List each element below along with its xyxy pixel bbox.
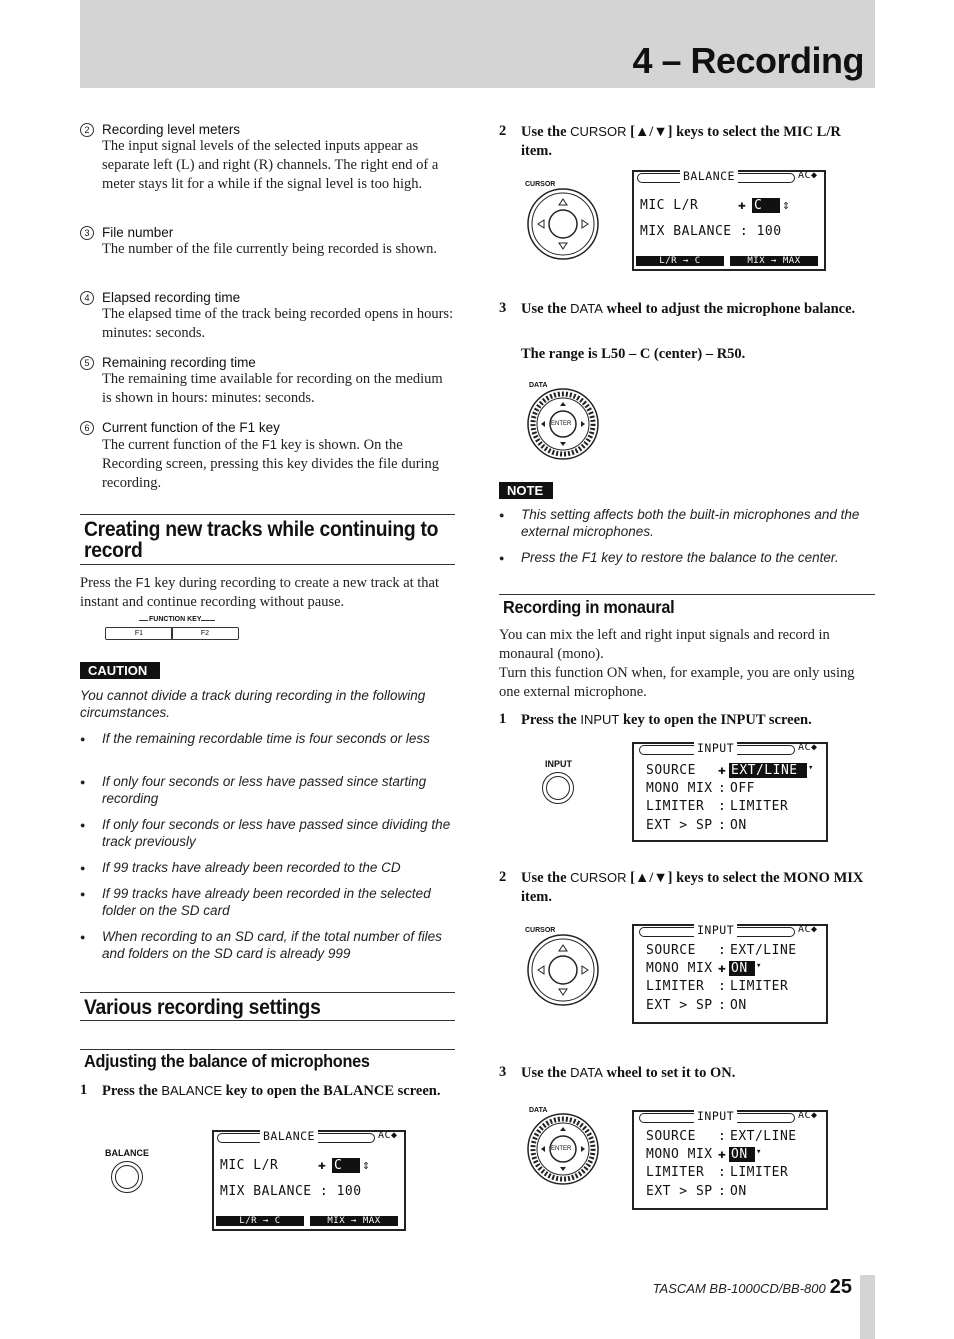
monaural-body: You can mix the left and right input signals and record in monaural (mono). Turn this function ON when, for example, you are only using one external microphone. (499, 627, 855, 700)
step-3-set-on: 3 Use the DATA wheel to set it to ON. (499, 1064, 736, 1081)
list-item: 6 Current function of the F1 key The current function of the F1 key is shown. On the Recording screen, pressing this key divides the file during recording. (80, 420, 455, 500)
item-heading: Elapsed recording time (102, 290, 241, 305)
f2-key: F2 (171, 627, 239, 640)
lcd-btn-mix-max: MIX → MAX (310, 1216, 398, 1226)
item-heading: Current function of the F1 key (102, 420, 280, 435)
chapter-title: 4 – Recording (632, 40, 864, 81)
section-rule (80, 1020, 455, 1021)
page-number: 25 (829, 1276, 852, 1298)
item-heading: Recording level meters (102, 122, 241, 137)
footer-model: TASCAM BB-1000CD/BB-800 (652, 1281, 826, 1296)
footer (600, 1276, 852, 1299)
list-item: 2 Recording level meters The input signal levels of the selected inputs appear as separate left (L) and right (R) channels. The right end of a meter stays lit for a while if the signal level is too high. (80, 122, 455, 220)
balance-button-label: BALANCE (105, 1148, 149, 1158)
section-rule (80, 514, 455, 515)
cursor-key[interactable] (526, 187, 600, 261)
list-item: ● Press the F1 key to restore the balance to the center. (499, 550, 839, 565)
subsection-rule (80, 1049, 455, 1050)
data-label: DATA (529, 1107, 548, 1114)
creating-body: Press the F1 key during recording to create a new track at that instant and continue recording without pause. (80, 575, 440, 610)
item-list (80, 122, 455, 500)
range-text: The range is L50 – C (center) – R50. (521, 346, 746, 362)
lcd-btn-lr-c: L/R → C (636, 256, 724, 266)
item-body: The elapsed time of the track being recorded opens in hours: minutes: seconds. (102, 306, 454, 341)
side-tab (860, 1275, 875, 1339)
note-list (499, 506, 875, 575)
list-item: ● If only four seconds or less have passed since starting recording (80, 774, 427, 806)
list-item: ● If the remaining recordable time is four seconds or less (80, 731, 430, 746)
section-title-creating: Creating new tracks while continuing to record (84, 518, 439, 562)
lcd-input-screen: INPUT AC◆ SOURCE ✚ EXT/LINE ▾ MONO MIX : OFF LIMITER : LIMITER EXT > SP : ON (632, 742, 828, 842)
list-item: 5 Remaining recording time The remaining time available for recording on the medium is shown in hours: minutes: seconds. (80, 355, 455, 420)
step-3-data: 3 Use the DATA wheel to adjust the microphone balance. (499, 300, 856, 317)
section-rule (80, 564, 455, 565)
section-title-various: Various recording settings (84, 996, 321, 1019)
input-button[interactable] (542, 772, 574, 804)
list-item: ● If only four seconds or less have passed since dividing the track previously (80, 817, 451, 849)
item-heading: Remaining recording time (102, 355, 256, 370)
item-body: The remaining time available for recording on the medium is shown in hours: minutes: seconds. (102, 371, 443, 406)
list-item: ● If 99 tracks have already been recorded to the CD (80, 860, 401, 875)
lcd-balance-screen: BALANCE AC◆ MIC L/R ✚ C ⇕ MIX BALANCE : 100 L/R → C MIX → MAX (212, 1130, 406, 1231)
f1-key: F1 (105, 627, 173, 640)
step-1-balance: 1 Press the BALANCE key to open the BALANCE screen. (80, 1082, 441, 1099)
lcd-btn-mix-max: MIX → MAX (730, 256, 818, 266)
list-item: ● If 99 tracks have already been recorded in the selected folder on the SD card (80, 886, 431, 918)
lcd-input-screen: INPUT AC◆ SOURCE : EXT/LINE MONO MIX ✚ ON ▾ LIMITER : LIMITER EXT > SP : ON (632, 924, 828, 1024)
data-wheel[interactable]: ENTER (526, 1112, 600, 1186)
balance-button[interactable] (111, 1161, 143, 1193)
item-body: The current function of the F1 key is shown. On the Recording screen, pressing this key divides the file during recording. (102, 437, 440, 491)
list-item: ● When recording to an SD card, if the total number of files and folders on the SD card is already 999 (80, 929, 442, 961)
item-body: The input signal levels of the selected inputs appear as separate left (L) and right (R) channels. The right end of a meter stays lit for a while if the signal level is too high. (102, 138, 439, 192)
input-button-label: INPUT (545, 759, 572, 769)
cursor-label: CURSOR (525, 927, 556, 934)
lcd-balance-screen: BALANCE AC◆ MIC L/R ✚ C ⇕ MIX BALANCE : 100 L/R → C MIX → MAX (632, 170, 826, 271)
data-label: DATA (529, 382, 548, 389)
list-item: 3 File number The number of the file currently being recorded is shown. (80, 225, 455, 290)
item-body: The number of the file currently being recorded is shown. (102, 241, 438, 257)
step-1-input: 1 Press the INPUT key to open the INPUT screen. (499, 711, 812, 728)
step-2-mono: 2 Use the CURSOR [▲/▼] keys to select the MONO MIX item. (499, 869, 864, 905)
function-key-diagram: FUNCTION KEY F1 F2 (105, 614, 239, 640)
list-item: ● This setting affects both the built-in microphones and the external microphones. (499, 507, 860, 539)
data-wheel[interactable]: ENTER (526, 387, 600, 461)
caution-list (80, 730, 455, 971)
step-2-cursor: 2 Use the CURSOR [▲/▼] keys to select the MIC L/R item. (499, 123, 841, 159)
note-label: NOTE (499, 482, 553, 499)
subsection-title-monaural: Recording in monaural (503, 597, 675, 617)
subsection-rule (499, 594, 875, 595)
lcd-btn-lr-c: L/R → C (216, 1216, 304, 1226)
caution-intro: You cannot divide a track during recording in the following circumstances. (80, 688, 426, 720)
cursor-key[interactable] (526, 933, 600, 1007)
section-rule (80, 992, 455, 993)
lcd-input-screen: INPUT AC◆ SOURCE : EXT/LINE MONO MIX ✚ ON ▾ LIMITER : LIMITER EXT > SP : ON (632, 1110, 828, 1210)
item-heading: File number (102, 225, 174, 240)
subsection-title-adjusting: Adjusting the balance of microphones (84, 1051, 370, 1071)
caution-label: CAUTION (80, 662, 160, 679)
list-item: 4 Elapsed recording time The elapsed time of the track being recorded opens in hours: minutes: seconds. (80, 290, 455, 355)
cursor-label: CURSOR (525, 181, 556, 188)
